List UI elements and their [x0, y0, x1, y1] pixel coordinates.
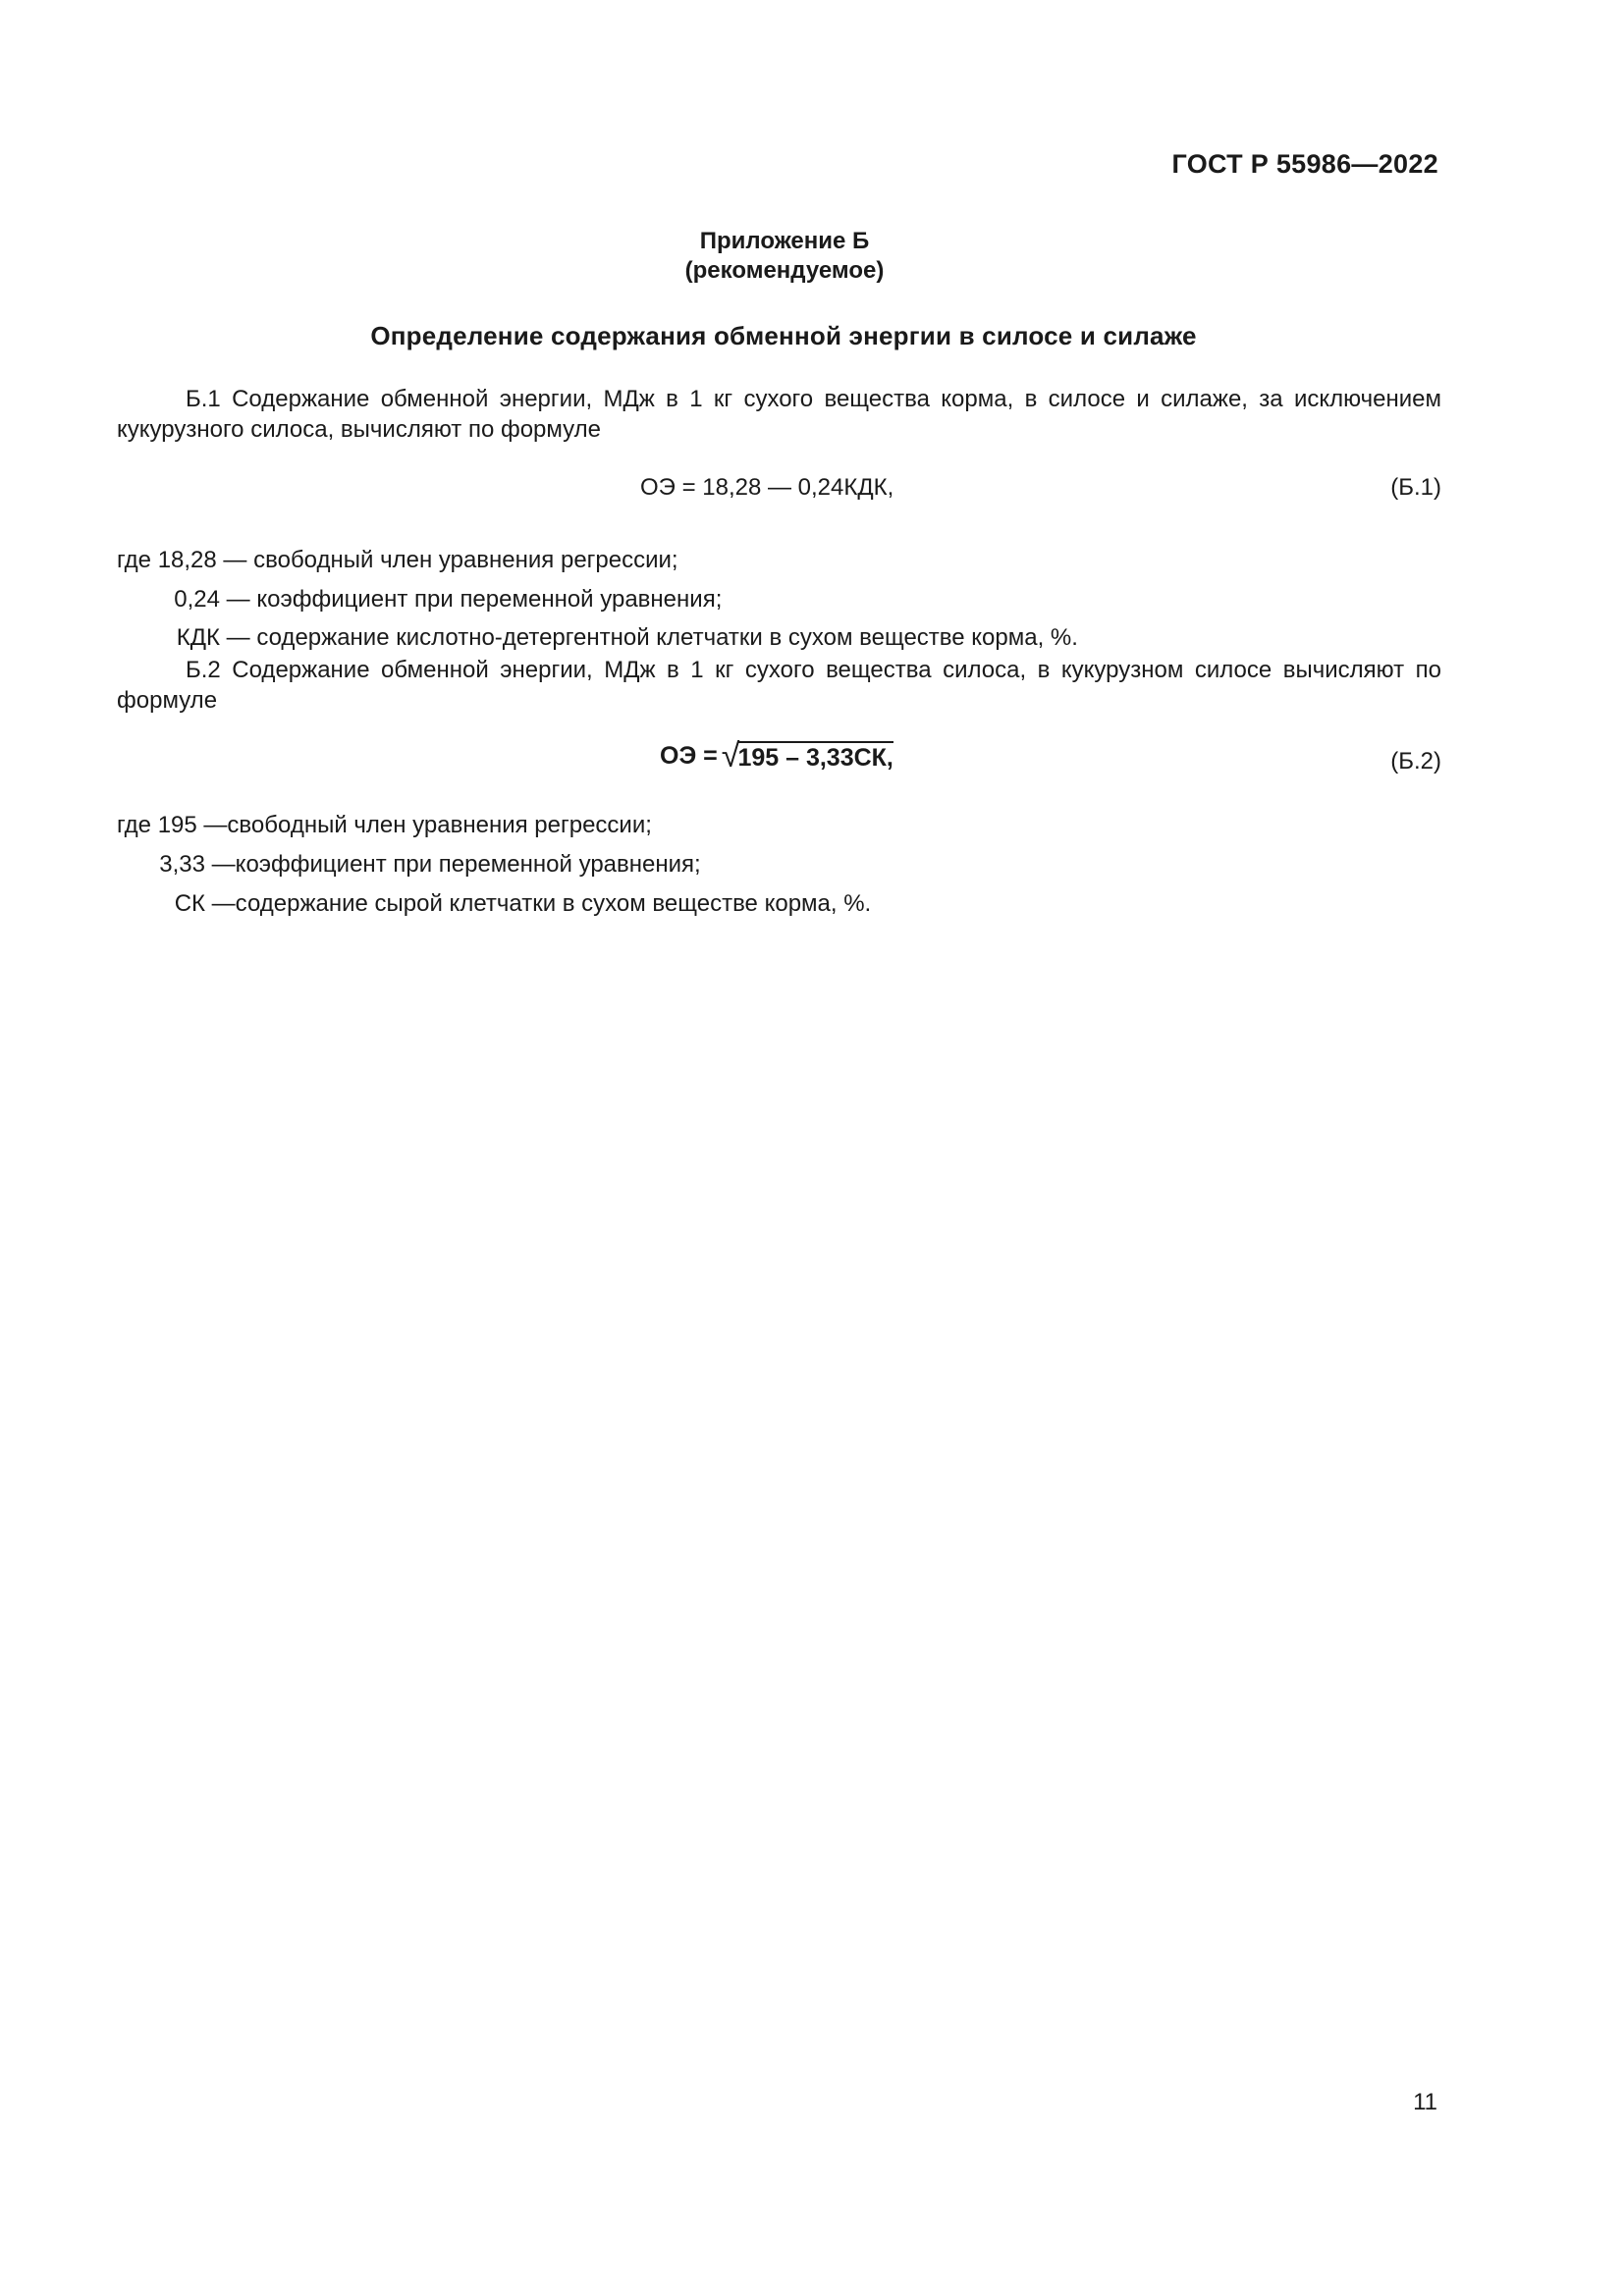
formula-b2-radicand: 195 – 3,33СК,	[737, 741, 893, 771]
appendix-status: (рекомендуемое)	[684, 257, 885, 284]
where-dash: —	[220, 586, 257, 613]
where-description: свободный член уравнения регрессии;	[253, 547, 678, 573]
formula-b1: ОЭ = 18,28 — 0,24КДК,	[640, 474, 894, 501]
formula-b1-number: (Б.1)	[1390, 474, 1441, 501]
where-dash: —	[216, 547, 254, 573]
where-term: СК	[174, 890, 205, 917]
where-item-coefficient-b2	[117, 850, 701, 880]
where-term: КДК	[176, 624, 220, 651]
appendix-title: Приложение Б	[699, 228, 870, 254]
where-description: свободный член уравнения регрессии;	[227, 812, 652, 838]
where-item-kdk	[117, 623, 1078, 653]
formula-b2	[660, 737, 893, 774]
where-item-coefficient-b1	[117, 585, 722, 614]
where-item-free-term-b2	[117, 811, 652, 840]
formula-b2-lhs: ОЭ =	[660, 742, 718, 770]
square-root	[721, 737, 893, 774]
paragraph-b2: Б.2 Содержание обменной энергии, МДж в 1 кг сухого вещества силоса, в кукурузном силосе вычисляют по формуле	[117, 657, 1441, 714]
where-description: содержание сырой клетчатки в сухом веществе корма, %.	[235, 890, 872, 917]
where-dash: —	[205, 890, 236, 917]
where-item-sk	[117, 889, 871, 919]
where-dash: —	[220, 624, 257, 651]
where-description: содержание кислотно-детергентной клетчатки в сухом веществе корма, %.	[256, 624, 1078, 651]
paragraph-b1: Б.1 Содержание обменной энергии, МДж в 1 кг сухого вещества корма, в силосе и силаже, за исключением кукурузного силоса, вычисляют по формуле	[117, 386, 1441, 443]
where-description: коэффициент при переменной уравнения;	[235, 851, 701, 878]
where-dash: —	[205, 851, 236, 878]
where-term: 0,24	[174, 586, 220, 613]
where-description: коэффициент при переменной уравнения;	[256, 586, 723, 613]
where-term: где 18,28	[117, 547, 217, 573]
formula-b2-number: (Б.2)	[1390, 748, 1441, 774]
document-code: ГОСТ Р 55986—2022	[1171, 149, 1438, 179]
where-term: 3,33	[159, 851, 205, 878]
where-item-free-term-b1	[117, 546, 678, 575]
where-term: где 195	[117, 812, 197, 838]
radical-sign-icon: √	[721, 737, 740, 774]
section-heading: Определение содержания обменной энергии в силосе и силаже	[370, 321, 1197, 350]
page-number: 11	[1413, 2089, 1437, 2115]
where-dash: —	[196, 812, 228, 838]
